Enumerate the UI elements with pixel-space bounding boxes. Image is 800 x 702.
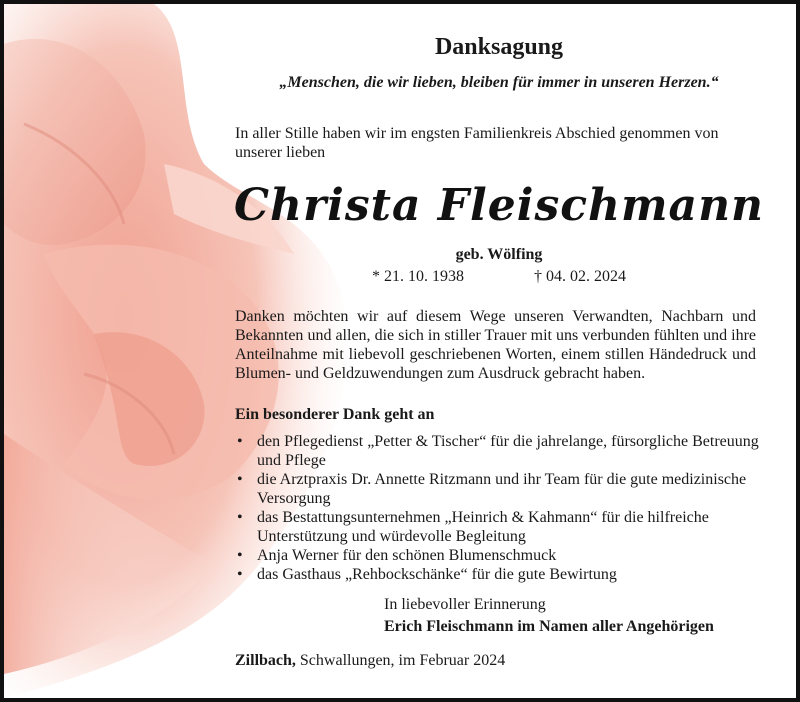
death-date: † 04. 02. 2024 — [534, 268, 626, 285]
bullet-icon: • — [237, 471, 243, 488]
list-item-text: die Arztpraxis Dr. Annette Ritzmann und ihr Team für die gute medizinische Versorgung — [257, 471, 747, 507]
text-content — [4, 4, 796, 698]
closing-line: In liebevoller Erinnerung — [384, 596, 546, 613]
list-item — [235, 546, 765, 565]
bullet-icon: • — [237, 566, 243, 583]
thanks-paragraph: Danken möchten wir auf diesem Wege unseren Verwandten, Nachbarn und Bekannten und allen, die sich in stiller Trauer mit uns verbunden fühlten und ihre Anteilnahme mit liebevoll geschriebenen Worten, einem stillen Händedruck und Blumen- und Geldzuwendungen zum Ausdruck gebracht haben. — [235, 308, 756, 382]
deceased-name: Christa Fleischmann — [233, 180, 765, 231]
list-item — [235, 432, 765, 470]
list-item — [235, 565, 765, 584]
special-thanks-list — [235, 432, 765, 584]
closing-block — [384, 594, 714, 638]
list-item-text: den Pflegedienst „Petter & Tischer“ für die jahrelange, fürsorgliche Betreuung und Pflege — [257, 433, 759, 469]
bullet-icon: • — [237, 433, 243, 450]
intro-text: In aller Stille haben wir im engsten Familienkreis Abschied genommen von unserer lieben — [235, 125, 719, 161]
list-item-text: Anja Werner für den schönen Blumenschmuck — [257, 547, 557, 564]
place-rest: Schwallungen, im Februar 2024 — [295, 652, 506, 669]
list-item — [235, 508, 765, 546]
birth-date: * 21. 10. 1938 — [372, 268, 464, 285]
special-thanks-heading: Ein besonderer Dank geht an — [235, 406, 435, 423]
town-name: Zillbach, — [235, 652, 296, 669]
signature: Erich Fleischmann im Namen aller Angehörigen — [384, 618, 714, 635]
page-title: Danksagung — [434, 34, 564, 60]
list-item-text: das Gasthaus „Rehbockschänke“ für die gute Bewirtung — [257, 566, 617, 583]
maiden-name: geb. Wölfing — [455, 246, 543, 263]
memorial-quote: „Menschen, die wir lieben, bleiben für immer in unseren Herzen.“ — [279, 74, 719, 91]
bullet-icon: • — [237, 509, 243, 526]
bullet-icon: • — [237, 547, 243, 564]
place-date — [235, 652, 505, 670]
life-dates — [372, 268, 626, 286]
list-item-text: das Bestattungsunternehmen „Heinrich & Kahmann“ für die hilfreiche Unterstützung und würdevolle Begleitung — [257, 509, 709, 545]
list-item — [235, 470, 765, 508]
